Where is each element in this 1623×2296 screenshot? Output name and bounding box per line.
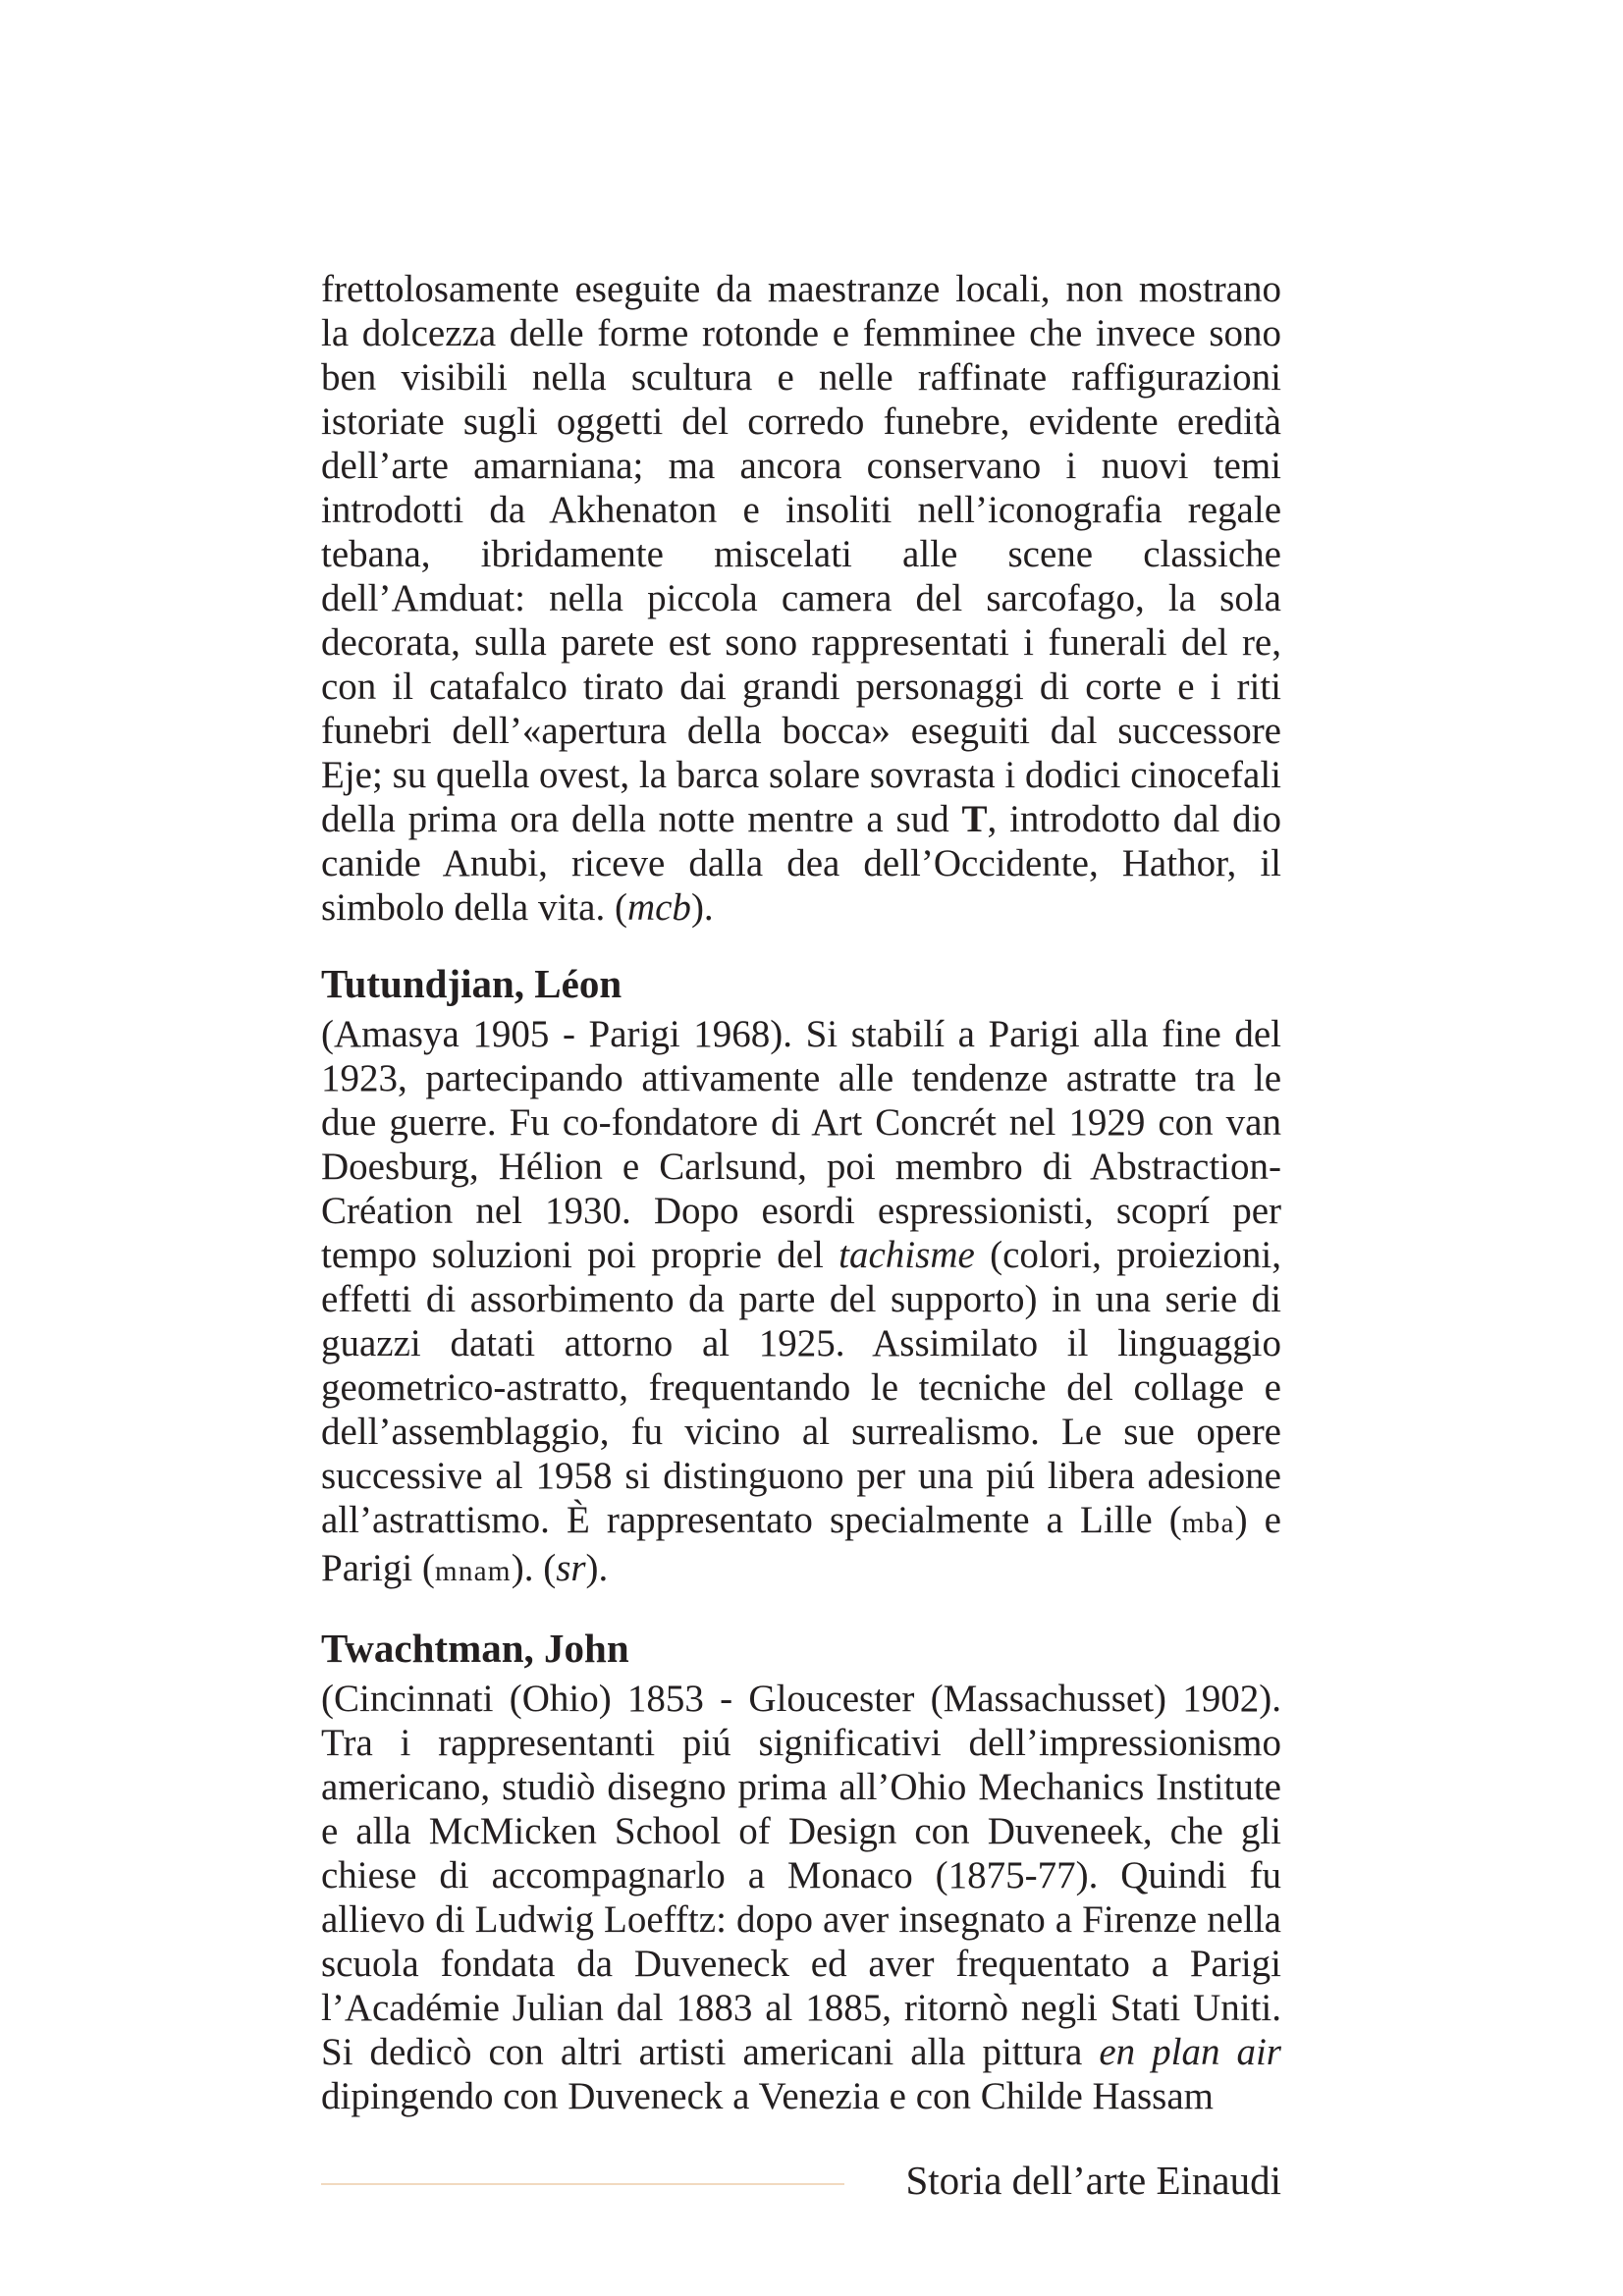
entry-italic-term: tachisme — [839, 1234, 975, 1276]
tomb-label: T — [961, 798, 988, 840]
page-content — [321, 267, 1281, 2118]
intro-text-2: , introdotto dal dio canide Anubi, riceve dalla dea dell’Occidente, Hathor, il simbolo della vita. ( — [321, 798, 1281, 929]
footer-rule — [321, 2183, 844, 2185]
entry-title: Twachtman, John — [321, 1626, 629, 1671]
museum-abbreviation: mba — [1181, 1508, 1235, 1539]
entry-text-2: (colori, proiezioni, effetti di assorbimento da parte del supporto) in una serie di guazzi datati attorno al 1925. Assimilato il linguaggio geometrico-astratto, frequentando le tecniche del collage e dell’assemblaggio, fu vicino al surrealismo. Le sue opere successive al 1958 si distinguono per una piú libera adesione all’astrattismo. È rappresentato specialmente a Lille ( — [321, 1234, 1281, 1541]
intro-text-1: frettolosamente eseguite da maestranze locali, non mostrano la dolcezza delle forme rotonde e femminee che invece sono ben visibili nella scultura e nelle raffinate raffigurazioni istoriate sugli oggetti del corredo funebre, evidente eredità dell’arte amarniana; ma ancora conservano i nuovi temi introdotti da Akhenaton e insoliti nell’iconografia regale tebana, ibridamente miscelati alle scene classiche dell’Amduat: nella piccola camera del sarcofago, la sola decorata, sulla parete est sono rappresentati i funerali del re, con il catafalco tirato dai grandi personaggi di corte e i riti funebri dell’«apertura della bocca» eseguiti dal successore Eje; su quella ovest, la barca solare sovrasta i dodici cinocefali della prima ora della notte mentre a sud — [321, 268, 1281, 840]
entry-text-1: (Amasya 1905 - Parigi 1968). Si stabilí a Parigi alla fine del 1923, partecipando attivamente alle tendenze astratte tra le due guerre. Fu co-fondatore di Art Concrét nel 1929 con van Doesburg, Hélion e Carlsund, poi membro di Abstraction-Création nel 1930. Dopo esordi espressionisti, scoprí per tempo soluzioni poi proprie del — [321, 1013, 1281, 1276]
entry-tutundjian — [321, 959, 1281, 1594]
intro-author-initials: mcb — [626, 886, 691, 929]
entry-body — [321, 1677, 1281, 2118]
entry-text-4: ). ( — [511, 1547, 557, 1589]
intro-paragraph — [321, 267, 1281, 930]
intro-text-3: ). — [690, 886, 714, 929]
entry-title: Tutundjian, Léon — [321, 961, 622, 1006]
entry-italic-term: en plan air — [1099, 2031, 1281, 2073]
entry-text-2: dipingendo con Duveneck a Venezia e con Childe Hassam — [321, 2075, 1214, 2117]
entry-author-initials: sr — [556, 1547, 586, 1589]
entry-text-1: (Cincinnati (Ohio) 1853 - Gloucester (Massachusset) 1902). Tra i rappresentanti piú significativi dell’impressionismo americano, studiò disegno prima all’Ohio Mechanics Institute e alla McMicken School of Design con Duveneek, che gli chiese di accompagnarlo a Monaco (1875-77). Quindi fu allievo di Ludwig Loefftz: dopo aver insegnato a Firenze nella scuola fondata da Duveneck ed aver frequentato a Parigi l’Académie Julian dal 1883 al 1885, ritornò negli Stati Uniti. Si dedicò con altri artisti americani alla pittura — [321, 1678, 1281, 2073]
footer-publication-title: Storia dell’arte Einaudi — [905, 2158, 1281, 2203]
entry-text-3: ) e Parigi ( — [321, 1499, 1281, 1589]
entry-body — [321, 1012, 1281, 1594]
entry-twachtman — [321, 1624, 1281, 2118]
entry-text-5: ). — [585, 1547, 609, 1589]
museum-abbreviation: mnam — [434, 1556, 512, 1587]
